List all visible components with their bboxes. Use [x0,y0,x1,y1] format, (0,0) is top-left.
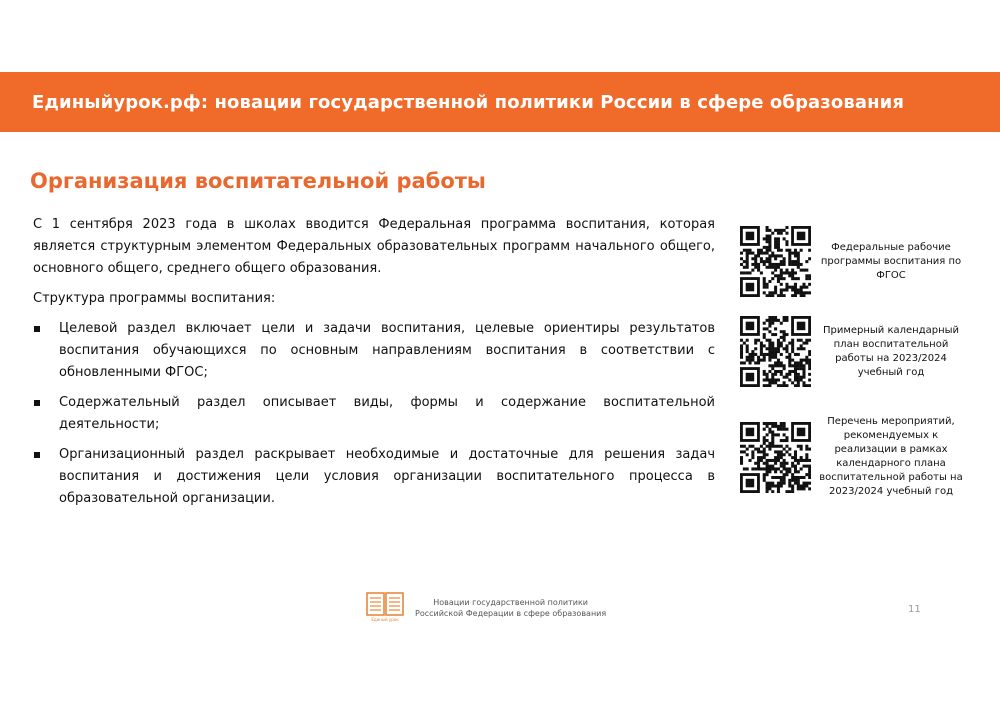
qr-code-icon[interactable] [740,316,811,387]
square-bullet-icon [34,452,40,458]
qr-link-kalendarny-plan[interactable] [740,316,966,387]
list-item-text: Содержательный раздел описывает виды, формы и содержание воспитательной деятельности; [59,395,715,432]
list-item [33,318,715,384]
qr-code-icon[interactable] [740,422,811,493]
qr-caption: Перечень мероприятий, рекомендуемых к реализации в рамках календарного плана воспитательной работы на 2023/2024 учебный год [819,416,963,497]
page-number: 11 [908,604,921,615]
header-banner [0,72,1000,132]
banner-title: Единыйурок.рф: новации государственной политики России в сфере образования [32,91,904,113]
qr-caption: Примерный календарный план воспитательной работы на 2023/2024 учебный год [822,324,960,378]
structure-list [33,318,715,510]
list-item [33,444,715,510]
qr-link-rabochie-programmy[interactable] [740,226,966,297]
footer-line-1: Новации государственной политики [433,598,588,607]
list-item-text: Организационный раздел раскрывает необходимые и достаточные для решения задач воспитания и достижения цели условия организации воспитательного процесса в образовательной организации. [59,447,715,506]
intro-paragraph: С 1 сентября 2023 года в школах вводится Федеральная программа воспитания, которая является структурным элементом Федеральных образовательных программ начального общего, основного общего, среднего общего образования. [33,217,715,276]
logo-caption: Единый урок [371,617,399,622]
book-icon [366,592,404,622]
list-item [33,392,715,436]
qr-link-perechen-meropriyatiy[interactable] [740,415,966,499]
footer-text [415,597,606,619]
qr-caption: Федеральные рабочие программы воспитания по ФГОС [820,241,962,281]
structure-heading: Структура программы воспитания: [33,291,276,306]
square-bullet-icon [34,326,40,332]
section-title: Организация воспитательной работы [30,169,486,193]
main-text [33,214,715,518]
qr-code-icon[interactable] [740,226,811,297]
square-bullet-icon [34,400,40,406]
footer-line-2: Российской Федерации в сфере образования [415,609,607,618]
list-item-text: Целевой раздел включает цели и задачи воспитания, целевые ориентиры результатов воспитания обучающихся по основным направлениям воспитания в соответствии с обновленными ФГОС; [59,321,715,380]
